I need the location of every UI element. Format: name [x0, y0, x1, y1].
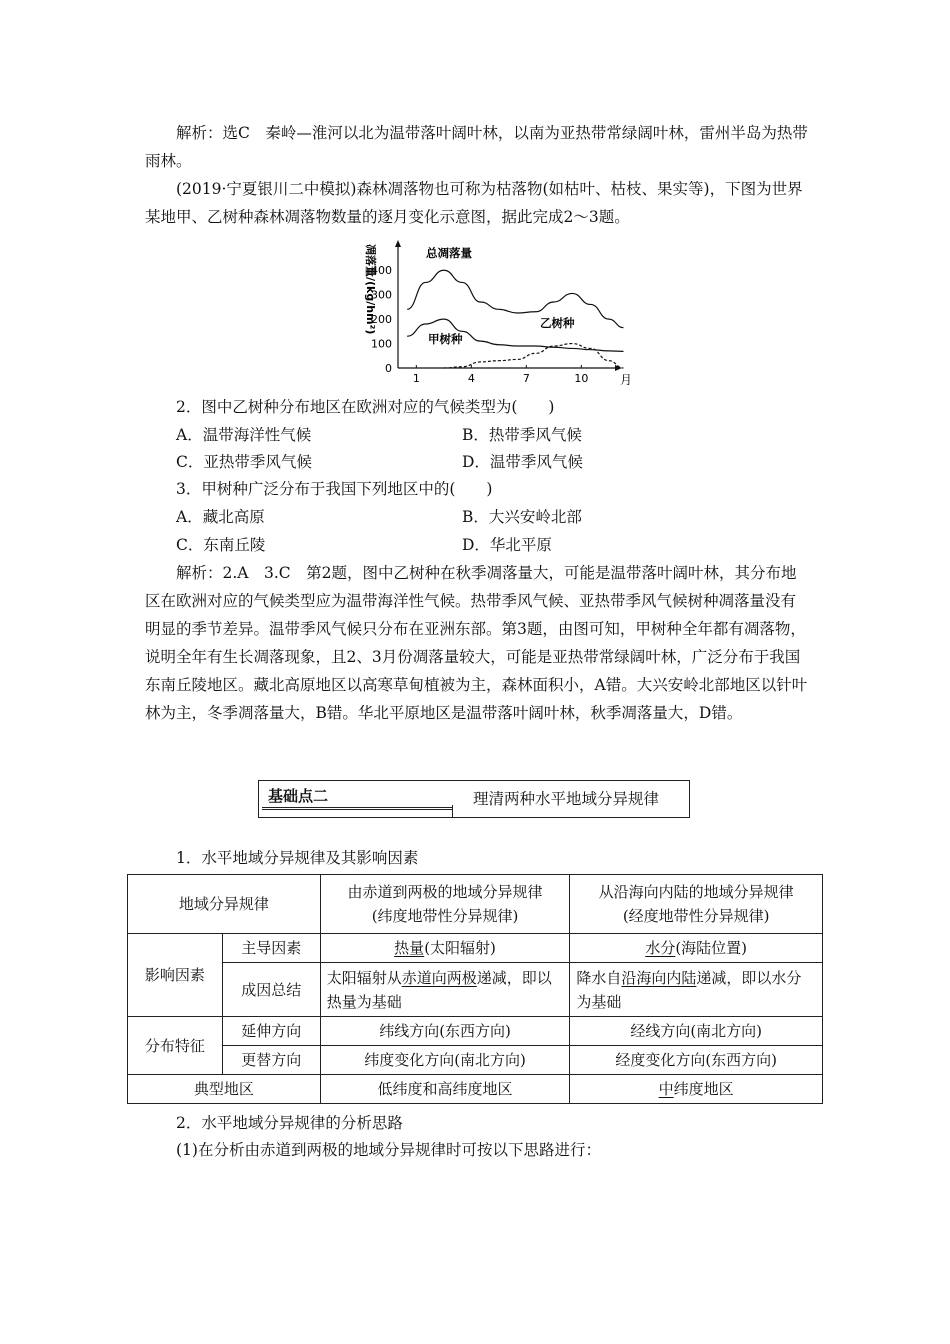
col2-subtitle: (经度地带性分异规律) — [622, 907, 770, 925]
cause-col1-a: 太阳辐射从 — [326, 968, 402, 987]
table-row — [128, 934, 823, 963]
analysis-q2-q3: 解析：2.A 3.C 第2题，图中乙树种在秋季凋落量大，可能是温带落叶阔叶林，其分布地区在欧洲对应的气候类型应为温带海洋性气候。热带季风气候、亚热带季风气候树种凋落量没有明显的季节差异。温带季风气候只分布在亚洲东部。第3题，由图可知，甲树种全年都有凋落物，说明全年有生长凋落现象，且2、3月份凋落量较大，可能是亚热带常绿阔叶林，广泛分布于我国东南丘陵地区。藏北高原地区以高寒草甸植被为主，森林面积小，A错。大兴安岭北部地区以针叶林为主，冬季凋落量大，B错。华北平原地区是温带落叶阔叶林，秋季凋落量大，D错。 — [145, 564, 808, 722]
series-label-total: 总凋落量 — [426, 246, 472, 260]
alt-label: 更替方向 — [222, 1046, 320, 1075]
cause-col1-key: 赤道向两极 — [401, 968, 477, 987]
alt-col2: 经度变化方向(东西方向) — [570, 1046, 823, 1075]
main-factor-col2-note: (海陆位置) — [675, 939, 748, 957]
main-factor-col2 — [570, 934, 823, 963]
q3-stem: 3．甲树种广泛分布于我国下列地区中的( ) — [176, 480, 493, 498]
cause-col2-key: 沿海向内陆 — [621, 968, 697, 987]
table-col1-header — [320, 875, 570, 934]
cause-col1-b: 递减，即以热量为基础 — [326, 968, 552, 1011]
y-tick-label: 100 — [371, 337, 392, 351]
factor-group-label: 影响因素 — [128, 934, 223, 1017]
x-tick-label: 1 — [412, 372, 420, 385]
q3-option-a: A．藏北高原 — [176, 508, 265, 526]
section-tag: 基础点二 — [262, 784, 452, 810]
heading-1: 1．水平地域分异规律及其影响因素 — [176, 849, 419, 867]
q3-option-c: C．东南丘陵 — [176, 536, 266, 554]
cause-col2-b: 递减，即以水分为基础 — [576, 968, 802, 1011]
region-col2-key: 中 — [658, 1080, 674, 1098]
q2-option-c: C．亚热带季风气候 — [176, 453, 312, 471]
region-col1: 低纬度和高纬度地区 — [320, 1075, 570, 1104]
x-axis-label: 月 — [620, 373, 633, 387]
col2-title: 从沿海向内陆的地域分异规律 — [598, 883, 794, 901]
col1-title: 由赤道到两极的地域分异规律 — [347, 883, 543, 901]
table-head-label: 地域分异规律 — [128, 875, 321, 934]
col1-subtitle: (纬度地带性分异规律) — [371, 907, 519, 925]
table-col2-header — [570, 875, 823, 934]
question-intro: (2019·宁夏银川二中模拟)森林凋落物也可称为枯落物(如枯叶、枯枝、果实等)，下图为世界某地甲、乙树种森林凋落物数量的逐月变化示意图，据此完成2～3题。 — [145, 180, 803, 226]
y-tick-label: 200 — [371, 313, 392, 327]
extend-col1: 纬线方向(东西方向) — [320, 1017, 570, 1046]
heading-2: 2．水平地域分异规律的分析思路 — [176, 1114, 403, 1132]
analysis-q1: 解析：选C 秦岭—淮河以北为温带落叶阔叶林，以南为亚热带常绿阔叶林，雷州半岛为热带雨林。 — [145, 124, 808, 170]
cause-col2-a: 降水自 — [576, 968, 622, 987]
extend-label: 延伸方向 — [222, 1017, 320, 1046]
q2-option-d: D．温带季风气候 — [462, 453, 583, 471]
q2-option-b: B．热带季风气候 — [462, 426, 582, 444]
main-factor-col2-key: 水分 — [645, 939, 676, 957]
region-col2 — [570, 1075, 823, 1104]
dist-group-label: 分布特征 — [128, 1017, 223, 1075]
q3-option-d: D．华北平原 — [462, 536, 552, 554]
table-row — [128, 1075, 823, 1104]
cause-label: 成因总结 — [222, 963, 320, 1017]
main-factor-label: 主导因素 — [222, 934, 320, 963]
litterfall-chart — [352, 238, 652, 388]
main-factor-col1-note: (太阳辐射) — [424, 939, 496, 957]
heading-3: (1)在分析由赤道到两极的地域分异规律时可按以下思路进行： — [176, 1141, 601, 1159]
region-col2-rest: 纬度地区 — [673, 1080, 734, 1098]
q2-stem: 2．图中乙树种分布地区在欧洲对应的气候类型为( ) — [176, 398, 555, 416]
table-row — [128, 1017, 823, 1046]
table-row — [128, 963, 823, 1017]
litterfall-chart-svg — [352, 238, 652, 388]
cause-col2 — [570, 963, 823, 1017]
section-title: 理清两种水平地域分异规律 — [473, 790, 660, 808]
cause-col1 — [320, 963, 570, 1017]
zonal-rules-table — [127, 874, 823, 1104]
main-factor-col1-key: 热量 — [394, 939, 425, 957]
y-tick-label: 0 — [385, 362, 392, 375]
table-row — [128, 875, 823, 934]
section-divider — [452, 805, 453, 817]
series-yi-line — [444, 344, 624, 368]
y-axis-arrow — [395, 240, 401, 247]
region-label: 典型地区 — [128, 1075, 321, 1104]
series-label-yi: 乙树种 — [540, 316, 575, 330]
y-tick-label: 300 — [371, 288, 392, 302]
table-row — [128, 1046, 823, 1075]
series-label-jia: 甲树种 — [428, 332, 463, 346]
y-axis-label: 凋落量/(kg/hm²) — [364, 244, 377, 335]
y-tick-label: 400 — [371, 264, 392, 278]
x-tick-label: 4 — [467, 372, 475, 385]
q2-option-a: A．温带海洋性气候 — [176, 426, 312, 444]
extend-col2: 经线方向(南北方向) — [570, 1017, 823, 1046]
main-factor-col1 — [320, 934, 570, 963]
x-tick-label: 7 — [522, 372, 530, 385]
q3-option-b: B．大兴安岭北部 — [462, 508, 582, 526]
alt-col1: 纬度变化方向(南北方向) — [320, 1046, 570, 1075]
x-tick-label: 10 — [574, 372, 589, 385]
section-header — [258, 780, 690, 818]
